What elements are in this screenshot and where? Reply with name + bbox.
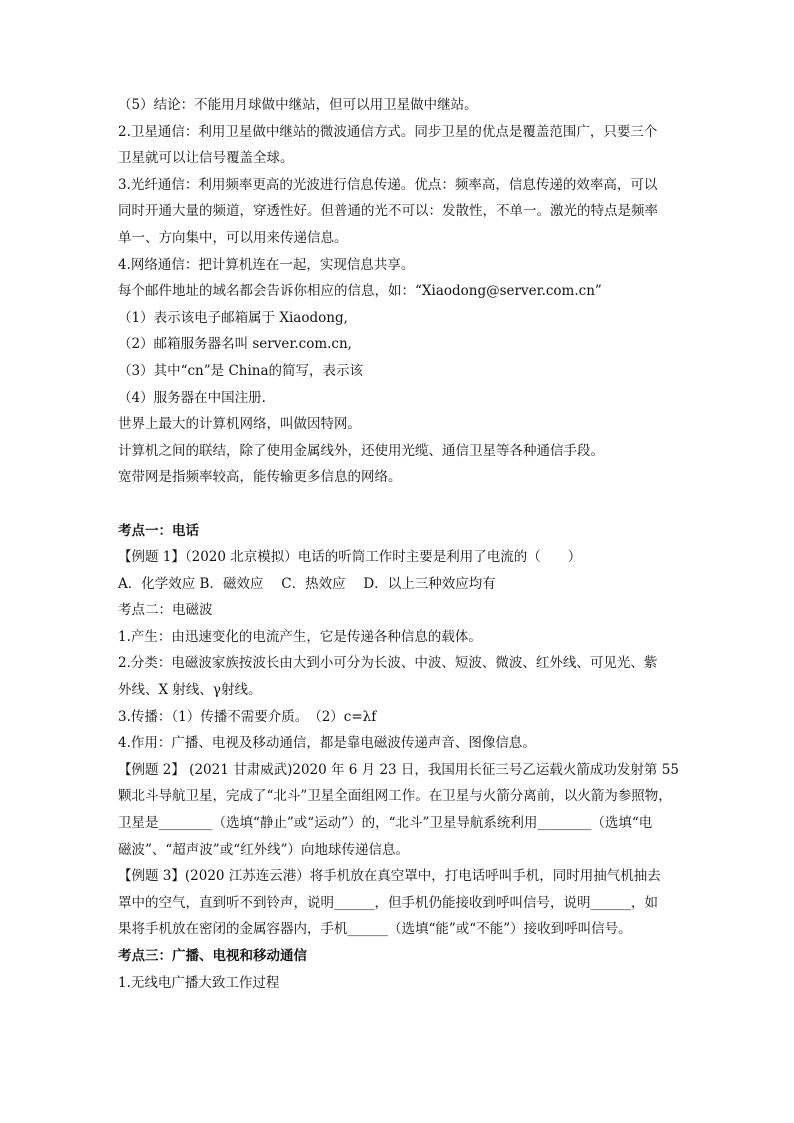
satellite-communication-line-cont: 卫星就可以让信号覆盖全球。 — [118, 150, 294, 167]
example-1-question: 【例题 1】（2020 北京模拟）电话的听筒工作时主要是利用了电流的（ ） — [118, 549, 582, 566]
satellite-communication-line: 2.卫星通信：利用卫星做中继站的微波通信方式。同步卫星的优点是覆盖范围广，只要三个 — [118, 123, 658, 140]
em-wave-function: 4.作用：广播、电视及移动通信，都是靠电磁波传递声音、图像信息。 — [118, 735, 536, 752]
em-wave-classification-cont: 外线、X 射线、γ射线。 — [118, 682, 262, 699]
conclusion-line: （5）结论：不能用月球做中继站，但可以用卫星做中继站。 — [118, 97, 478, 113]
example-2-line-1: 【例题 2】 (2021 甘肃威武)2020 年 6 月 23 日，我国用长征三号乙运载火箭成功发射第 55 — [118, 761, 679, 778]
email-item-4: （4）服务器在中国注册. — [118, 389, 266, 406]
fiber-communication-line: 3.光纤通信：利用频率更高的光波进行信息传递。优点：频率高，信息传递的效率高，可以 — [118, 176, 658, 193]
computer-connection-line: 计算机之间的联结，除了使用金属线外，还使用光缆、通信卫星等各种通信手段。 — [118, 442, 604, 459]
section-heading-em-wave: 考点二：电磁波 — [118, 602, 213, 619]
radio-broadcast-process: 1.无线电广播大致工作过程 — [118, 974, 280, 991]
fiber-communication-line-cont2: 单一、方向集中，可以用来传递信息。 — [118, 229, 348, 246]
example-3-line-2: 罩中的空气，直到听不到铃声，说明______，但手机仍能接收到呼叫信号，说明______，如 — [118, 894, 658, 911]
section-heading-telephone: 考点一：电话 — [118, 522, 199, 539]
example-2-line-4: 磁波”、“超声波”或“红外线”）向地球传递信息。 — [118, 841, 410, 858]
internet-line: 世界上最大的计算机网络，叫做因特网。 — [118, 416, 361, 433]
email-item-3: （3）其中“cn”是 China的简写，表示该 — [118, 362, 364, 379]
document-page — [118, 92, 688, 996]
em-wave-propagation: 3.传播：（1）传播不需要介质。 （2）c=λf — [118, 708, 377, 725]
example-3-line-3: 果将手机放在密闭的金属容器内，手机______（选填“能”或“不能”）接收到呼叫信号。 — [118, 921, 632, 938]
broadband-line: 宽带网是指频率较高，能传输更多信息的网络。 — [118, 469, 402, 486]
example-2-line-2: 颗北斗导航卫星，完成了“北斗”卫星全面组网工作。在卫星与火箭分离前，以火箭为参照物， — [118, 788, 672, 805]
fiber-communication-line-cont1: 同时开通大量的频道，穿透性好。但普通的光不可以：发散性，不单一。激光的特点是频率 — [118, 203, 658, 220]
example-1-options: A．化学效应 B．磁效应 C．热效应 D．以上三种效应均有 — [118, 575, 496, 592]
em-wave-production: 1.产生：由迅速变化的电流产生，它是传递各种信息的载体。 — [118, 628, 482, 645]
email-item-2: （2）邮箱服务器名叫 server.com.cn, — [118, 336, 352, 353]
em-wave-classification: 2.分类：电磁波家族按波长由大到小可分为长波、中波、短波、微波、红外线、可见光、紫 — [118, 655, 658, 672]
network-communication-line: 4.网络通信：把计算机连在一起，实现信息共享。 — [118, 256, 415, 273]
email-domain-line: 每个邮件地址的域名都会告诉你相应的信息，如：“Xiaodong@server.com.cn” — [118, 283, 602, 300]
section-heading-broadcast: 考点三：广播、电视和移动通信 — [118, 948, 307, 964]
email-item-1: （1）表示该电子邮箱属于 Xiaodong, — [118, 309, 348, 326]
example-2-line-3: 卫星是________（选填“静止”或“运动”）的，“北斗”卫星导航系统利用________（选填“电 — [118, 815, 653, 832]
section-gap — [118, 491, 688, 518]
example-3-line-1: 【例题 3】(2020 江苏连云港）将手机放在真空罩中，打电话呼叫手机，同时用抽气机抽去 — [118, 868, 661, 885]
